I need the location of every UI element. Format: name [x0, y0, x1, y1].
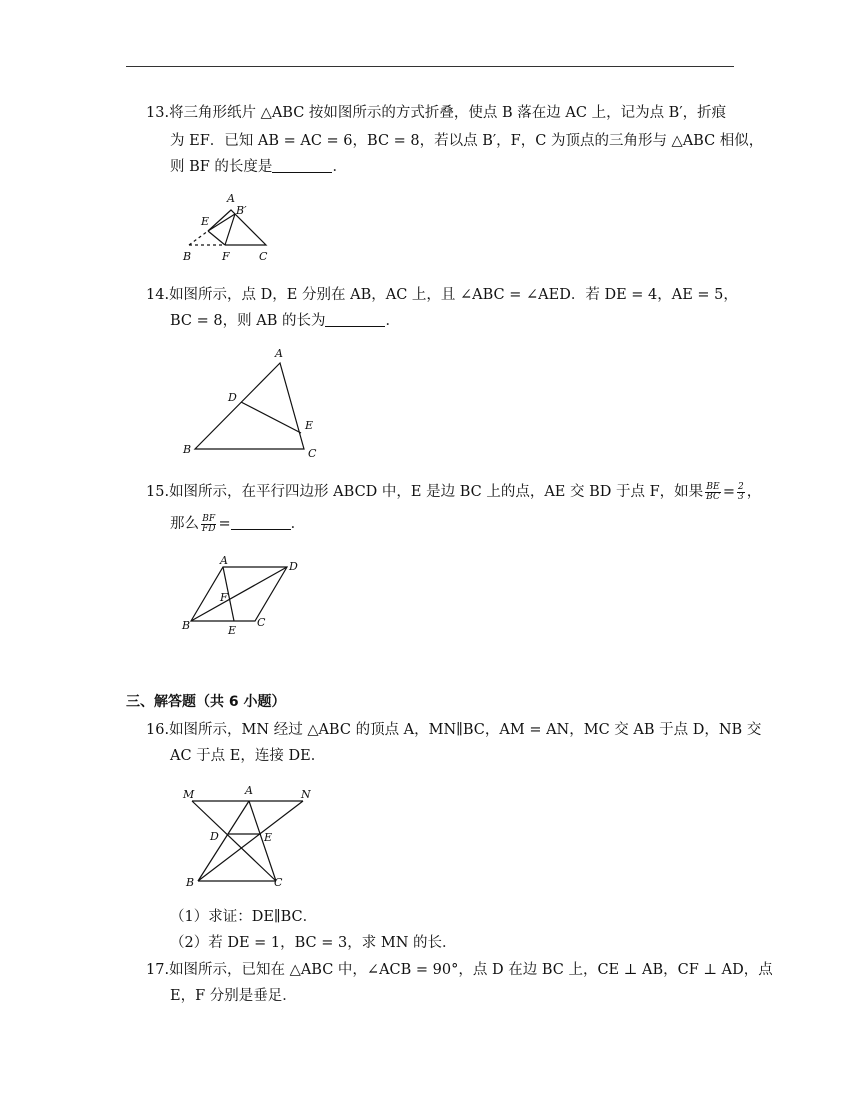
q14-line2	[170, 311, 400, 331]
q15-text2: 那么	[170, 516, 199, 532]
q16-label-e: E	[264, 831, 273, 844]
q16-text1: 如图所示，MN 经过 △ABC 的顶点 A，MN∥BC，AM = AN，MC 交 AB 于点 D，NB 交	[169, 722, 762, 738]
header-rule	[126, 66, 734, 67]
q17-text1: 如图所示，已知在 △ABC 中，∠ACB = 90°，点 D 在边 BC 上，CE ⊥ AB，CF ⊥ AD，点	[169, 962, 773, 978]
q13-text3: 则 BF 的长度是	[170, 159, 273, 175]
q13-label-c: C	[259, 250, 268, 263]
q14-label-e: E	[305, 419, 314, 432]
q16-label-d: D	[210, 830, 219, 843]
q16-part2: （2）若 DE = 1，BC = 3，求 MN 的长．	[170, 935, 457, 951]
q13-fold-ef	[208, 231, 225, 245]
q15-text2-end: ．	[290, 516, 306, 532]
q13-dashed-be	[189, 231, 208, 245]
q13-text1: 将三角形纸片 △ABC 按如图所示的方式折叠，使点 B 落在边 AC 上，记为点 B′，折痕	[169, 105, 727, 121]
q14-label-d: D	[228, 391, 237, 404]
q16-label-a: A	[245, 784, 253, 797]
q13-line2: 为 EF．已知 AB = AC = 6，BC = 8，若以点 B′，F，C 为顶点的三角形与 △ABC 相似，	[170, 133, 764, 149]
q14-label-b: B	[183, 443, 192, 456]
q16-line1	[146, 720, 761, 740]
q13-text3-end: ．	[332, 159, 347, 175]
q16-label-b: B	[186, 876, 195, 889]
q15-answer-blank[interactable]	[231, 515, 291, 530]
q15-frac3-num: BF	[202, 513, 216, 524]
q15-line1	[146, 482, 761, 502]
q15-equals2: =	[218, 516, 231, 532]
q16-label-c: C	[274, 876, 283, 889]
q13-line3	[170, 157, 347, 177]
q14-label-c: C	[308, 447, 317, 460]
q16-part1: （1）求证：DE∥BC．	[170, 909, 318, 925]
q14-text2: BC = 8，则 AB 的长为	[170, 313, 326, 329]
q15-label-f: F	[220, 591, 228, 604]
q15-label-b: B	[182, 619, 191, 632]
q13-answer-blank[interactable]	[272, 158, 332, 173]
q13-label-e: E	[201, 215, 210, 228]
q17-number: 17.	[146, 962, 170, 978]
q15-text1-end: ，	[746, 484, 762, 500]
q13-label-f: F	[222, 250, 230, 263]
q13-label-b1: B′	[236, 204, 247, 217]
q14-text1: 如图所示，点 D，E 分别在 AB，AC 上，且 ∠ABC = ∠AED．若 DE = 4，AE = 5，	[169, 287, 738, 303]
q15-line2	[170, 514, 305, 534]
q13-label-a: A	[227, 192, 235, 205]
q14-text2-end: ．	[385, 313, 400, 329]
q13-number: 13.	[146, 105, 170, 121]
q15-figure	[180, 552, 310, 642]
q15-label-d: D	[289, 560, 298, 573]
q16-label-n: N	[301, 788, 311, 801]
q15-text1: 如图所示，在平行四边形 ABCD 中，E 是边 BC 上的点，AE 交 BD 于点 F，如果	[169, 484, 704, 500]
q15-fraction-bf-fd	[201, 515, 216, 534]
q15-fraction-be-bc	[705, 483, 721, 502]
q14-label-a: A	[275, 347, 283, 360]
q15-label-a: A	[220, 554, 228, 567]
q13-figure	[180, 190, 280, 265]
q16-segment-ab	[198, 801, 249, 881]
q15-fraction-2-3	[737, 483, 745, 502]
q14-line1	[146, 285, 738, 305]
q17-line2: E，F 分别是垂足．	[170, 988, 297, 1004]
q13-line1	[146, 103, 726, 123]
q15-label-e: E	[228, 624, 237, 637]
q16-label-m: M	[183, 788, 195, 801]
q14-figure	[178, 345, 328, 465]
q15-equals1: =	[722, 484, 735, 500]
q16-line2: AC 于点 E，连接 DE．	[170, 748, 326, 764]
q16-number: 16.	[146, 722, 170, 738]
q14-answer-blank[interactable]	[325, 312, 385, 327]
q16-figure	[180, 782, 320, 892]
q13-label-b: B	[183, 250, 192, 263]
q15-frac2-num: 2	[738, 481, 744, 492]
q15-diagonal-bd	[191, 567, 287, 621]
q15-frac2-den: 3	[738, 491, 744, 502]
q15-frac1-num: BE	[706, 481, 720, 492]
q15-frac1-den: BC	[706, 491, 720, 502]
section-3-heading: 三、解答题（共 6 小题）	[126, 694, 286, 710]
q15-frac3-den: FD	[202, 523, 216, 534]
q15-number: 15.	[146, 484, 170, 500]
q17-line1	[146, 960, 773, 980]
q15-label-c: C	[257, 616, 266, 629]
q14-number: 14.	[146, 287, 170, 303]
